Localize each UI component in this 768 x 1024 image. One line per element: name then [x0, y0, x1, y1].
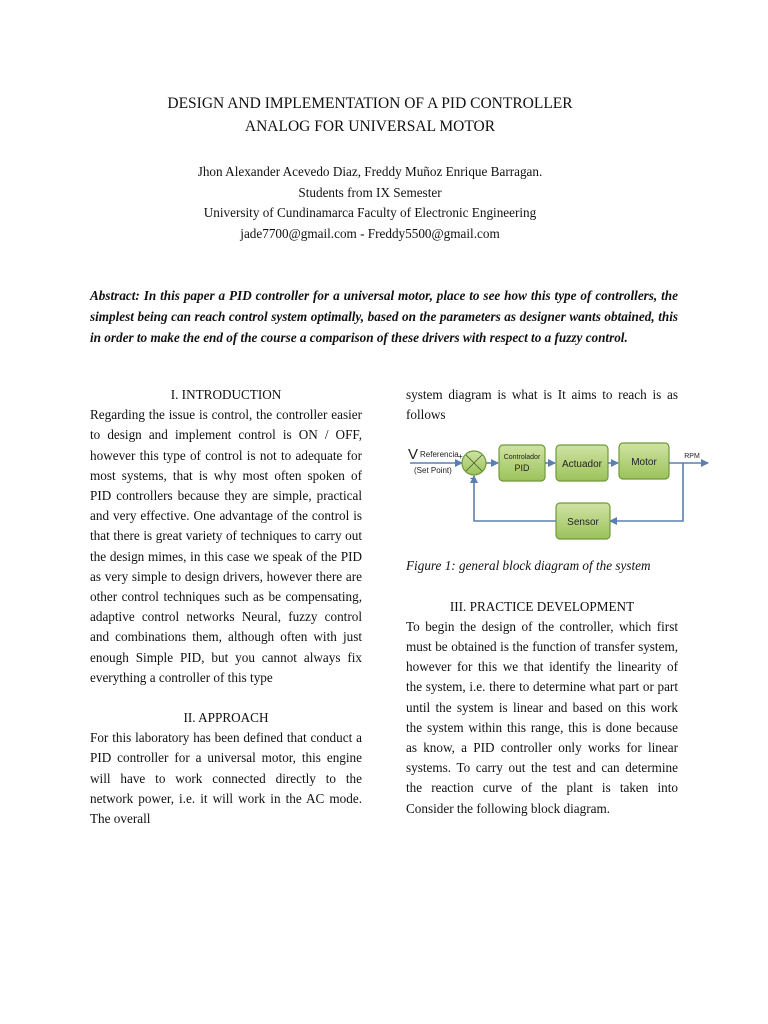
author-block: [120, 162, 620, 244]
practice-text: To begin the design of the controller, which first must be obtained is the function of transfer system, however for this we that identify the linearity of the system, i.e. there to determine what part or part until the system is linear and based on this work the system within this range, this is done because as know, a PID controller only works for linear systems. To carry out the test and can determine the reaction curve of the plant is taken into Consider the following block diagram.: [406, 618, 678, 816]
feedback-line-left: [474, 476, 556, 521]
author-affiliation: University of Cundinamarca Faculty of Electronic Engineering: [203, 205, 537, 220]
controller-label-line2: PID: [514, 463, 530, 474]
title-line-2: ANALOG FOR UNIVERSAL MOTOR: [244, 118, 496, 135]
input-v-label: V: [408, 446, 419, 464]
figure-caption: Figure 1: general block diagram of the system: [406, 558, 651, 574]
section-heading-introduction: I. INTRODUCTION: [170, 387, 282, 402]
output-rpm-label: RPM: [684, 453, 700, 461]
plus-sign: +: [458, 452, 463, 462]
title-line-1: DESIGN AND IMPLEMENTATION OF A PID CONTROLLER: [167, 95, 573, 112]
section-heading-practice: III. PRACTICE DEVELOPMENT: [449, 598, 635, 614]
author-names: Jhon Alexander Acevedo Diaz, Freddy Muñoz Enrique Barragan.: [197, 164, 543, 179]
minus-sign: -: [470, 473, 473, 484]
approach-continuation: system diagram is what is It aims to reach is as follows: [406, 387, 678, 423]
block-diagram-figure: [406, 431, 711, 546]
paper-title: [60, 92, 680, 138]
input-reference-label: Referencia: [420, 450, 459, 460]
left-column: [90, 385, 362, 829]
introduction-text: Regarding the issue is control, the controller easier to design and implement control is ON / OFF, however this type of control is not to adequate for most systems, that is why most often spoken of PID controllers because they are simple, practical and very effective. One advantage of the control is that there is great variety of techniques to carry out the design mimes, in this case we speak of the PID as very simple to design drivers, however there are other control techniques such as be compensating, adaptive control networks Neural, fuzzy control and combinations them, although often with just enough Simple PID, but you cannot always fix everything a controller of this type: [90, 407, 362, 685]
summing-junction: [462, 451, 486, 475]
sensor-label: Sensor: [567, 517, 599, 529]
approach-text: For this laboratory has been defined that conduct a PID controller for a universal motor, this engine will have to work connected directly to the network power, i.e. it will work in the AC mode. The overall: [90, 730, 362, 827]
author-emails: jade7700@gmail.com - Freddy5500@gmail.com: [240, 225, 500, 241]
author-status: Students from IX Semester: [298, 184, 442, 200]
section-heading-approach: II. APPROACH: [183, 710, 269, 726]
controller-label-line1: Controlador: [503, 454, 541, 462]
right-column: [406, 385, 700, 819]
input-setpoint-label: (Set Point): [414, 466, 452, 476]
actuator-label: Actuador: [561, 459, 603, 471]
motor-label: Motor: [631, 457, 657, 469]
abstract: Abstract: In this paper a PID controller for a universal motor, place to see how this type of controllers, the simplest being can reach control system optimally, based on the parameters as designer wants obtained, this in order to make the end of the course a comparison of these drivers with respect to a fuzzy control.: [90, 288, 678, 345]
